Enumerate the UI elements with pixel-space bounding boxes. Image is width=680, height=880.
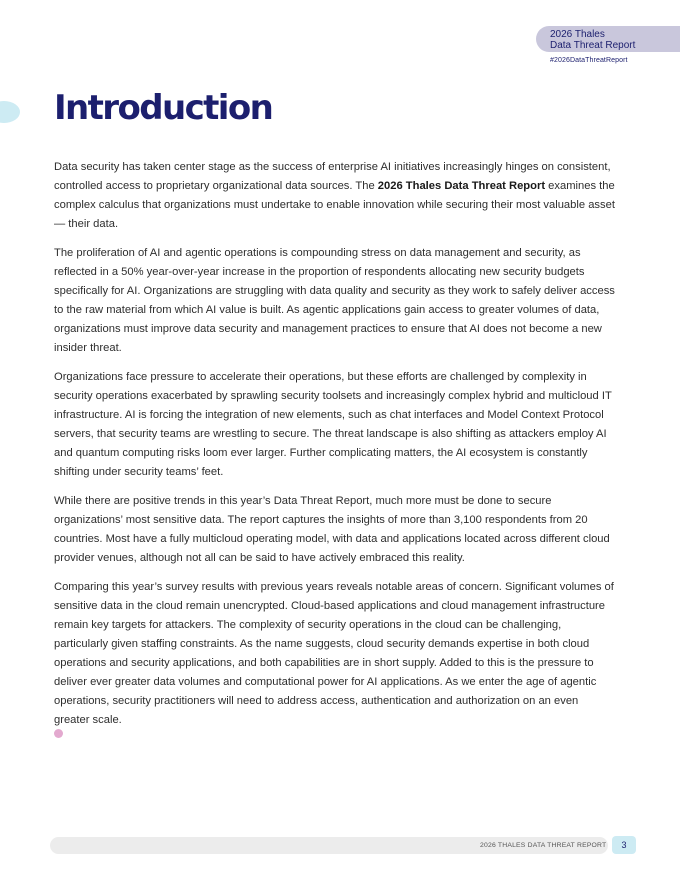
decorative-bullet [54,729,63,738]
paragraph-1-rest: examines the complex calculus that organizations must undertake to enable innovation while securing their most valuable asset — their data. [54,180,615,230]
footer-report-name: 2026 THALES DATA THREAT REPORT [480,842,607,849]
paragraph-5: Comparing this year’s survey results with previous years reveals notable areas of concern. Significant volumes of sensitive data in the cloud remain unencrypted. Cloud-based applications and cloud management infrastructure remain key targets for attackers. The complexity of security operations in the cloud can be challenging, particularly given staffing constraints. As the name suggests, cloud security demands expertise in both cloud operations and security applications, and both capabilities are in short supply. Added to this is the pressure to deliver ever greater data volumes and computational power for AI applications. As we enter the age of agentic operations, security practitioners will need to address access, authentication and authorization on an even greater scale. [54,581,614,726]
page-title: Introduction [54,88,273,128]
paragraph-3: Organizations face pressure to accelerate their operations, but these efforts are challenged by complexity in security operations exacerbated by sprawling security toolsets and increasingly complex hybrid and multicloud IT infrastructure. AI is forcing the integration of new elements, such as chat interfaces and Model Context Protocol servers, that security teams are wrestling to secure. The threat landscape is also shifting as attackers employ AI and quantum computing risks loom ever larger. Further complicating matters, the AI ecosystem is constantly shifting under security teams’ feet. [54,371,612,478]
report-title-tab [536,26,680,52]
decorative-dot [0,101,20,123]
page-number: 3 [612,836,636,854]
paragraph-4: While there are positive trends in this year’s Data Threat Report, much more must be done to secure organizations’ most sensitive data. The report captures the insights of more than 3,100 respondents from 20 countries. Most have a fully multicloud operating model, with data and applications located across different cloud provider venues, although not all can be said to have actively embraced this reality. [54,495,610,564]
paragraph-2: The proliferation of AI and agentic operations is compounding stress on data management and security, as reflected in a 50% year-over-year increase in the proportion of respondents allocating new security budgets specifically for AI. Organizations are struggling with data quality and security as they work to safely deliver access to the raw material from which AI value is built. As agentic applications gain access to greater volumes of data, organizations must improve data security and management practices to ensure that AI does not become a new insider threat. [54,247,615,354]
report-title-line1: 2026 Thales [550,29,605,40]
paragraph-1-intro: Data security has taken center stage as the success of enterprise AI initiatives increasingly hinges on consistent, controlled access to proprietary organizational data sources. The [54,161,611,192]
report-hashtag: #2026DataThreatReport [550,57,628,64]
report-name-bold: 2026 Thales Data Threat Report [377,180,546,192]
paragraph-1 [54,158,616,234]
body-text [54,158,616,740]
report-title-line2: Data Threat Report [550,40,636,51]
